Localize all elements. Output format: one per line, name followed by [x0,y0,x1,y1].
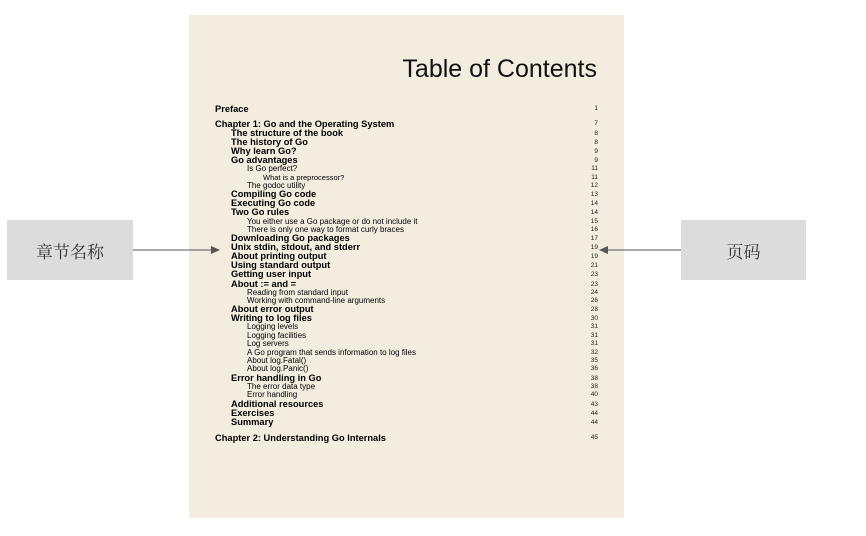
toc-entry-label: The godoc utility [247,180,306,190]
toc-entry-label: Executing Go code [231,198,316,209]
toc-entry-label: The history of Go [231,137,308,148]
toc-entry-label: About := and = [231,278,297,289]
toc-entry-label: Logging levels [247,322,299,332]
toc-entry-page: 11 [591,165,598,173]
toc-entry-page: 1 [594,105,598,112]
toc-entry-label: Logging facilities [247,330,307,340]
toc-entry-page: 11 [591,173,598,181]
toc-entry-label: Exercises [231,407,275,418]
toc-entry-label: Summary [231,416,274,427]
toc-entry-page: 38 [590,374,598,382]
toc-entry-label: Preface [215,104,249,114]
toc-entry-page: 7 [594,120,598,127]
toc-entry-page: 32 [590,348,598,356]
toc-entry-label: Writing to log files [231,313,312,324]
toc-entry-page: 30 [590,315,598,323]
toc-entry-label: What is a preprocessor? [263,172,345,182]
toc-entry-label: Reading from standard input [247,287,348,297]
toc-entry-page: 14 [590,209,598,217]
toc-entry-label: Working with command-line arguments [247,295,386,305]
chapter-name-arrowhead [211,246,220,254]
toc-entry-page: 21 [590,262,598,270]
toc-entry-label: Compiling Go code [231,189,317,200]
toc-entry-label: Chapter 1: Go and the Operating System [215,119,395,129]
chapter-name-callout: 章节名称 [7,220,133,280]
toc-entry-page: 15 [590,217,598,225]
toc-entry-label: The error data type [247,381,316,391]
toc-entry-page: 40 [590,391,598,399]
toc-title: Table of Contents [402,55,597,83]
toc-entry-page: 13 [590,191,598,199]
toc-entry-label: Unix stdin, stdout, and stderr [231,242,361,253]
page-number-callout: 页码 [681,220,806,280]
toc-entry-label: Error handling [247,390,298,400]
toc-entry-page: 8 [594,139,598,147]
toc-entry-page: 45 [590,433,598,441]
toc-entry-label: About printing output [231,251,327,262]
toc-entry-label: Two Go rules [231,207,290,218]
toc-entry-label: Additional resources [231,398,324,409]
toc-entry-label: Error handling in Go [231,372,322,383]
toc-entry-label: You either use a Go package or do not include it [247,216,418,226]
toc-entry-page: 38 [590,382,598,390]
toc-entry-page: 17 [590,235,598,243]
toc-entry-page: 44 [590,409,598,417]
toc-entry-page: 14 [590,200,598,208]
toc-entry-page: 23 [590,280,598,288]
toc-entry-page: 16 [590,225,598,233]
toc-entry-label: A Go program that sends information to log files [247,347,416,357]
toc-entry-page: 24 [590,288,598,296]
toc-entry-page: 44 [590,418,598,426]
toc-entry-label: Go advantages [231,155,298,166]
toc-entry-page: 8 [594,130,598,137]
toc-entry-label: About log.Panic() [247,364,309,374]
toc-entry-page: 19 [590,244,598,252]
toc-entry-page: 23 [590,271,598,279]
toc-entry-label: Log servers [247,339,289,349]
toc-entry-label: There is only one way to format curly braces [247,224,404,234]
toc-entry-page: 36 [590,365,598,373]
toc-entry-label: About error output [231,304,314,315]
toc-entry-page: 9 [594,148,598,156]
toc-entry-label: Is Go perfect? [247,164,298,174]
toc-entry-page: 35 [590,357,598,364]
toc-entry-label: The structure of the book [231,128,344,138]
toc-entry-page: 26 [590,296,598,304]
toc-entry-page: 31 [590,340,598,348]
toc-entry-page: 43 [590,400,598,408]
toc-entry-label: Downloading Go packages [231,233,350,244]
toc-entry-page: 9 [594,157,598,165]
toc-entry-page: 28 [590,306,598,314]
toc-entry-page: 19 [590,253,598,261]
toc-entry-label: Chapter 2: Understanding Go Internals [215,432,386,443]
toc-entry-page: 31 [590,323,598,331]
toc-entry-label: About log.Fatal() [247,356,307,365]
toc-entry-page: 12 [590,181,598,189]
toc-entry-page: 31 [590,331,598,339]
toc-entry-label: Why learn Go? [231,146,297,157]
page-number-arrowhead [599,246,608,254]
toc-entry-label: Getting user input [231,269,312,280]
toc-entry-label: Using standard output [231,260,331,271]
